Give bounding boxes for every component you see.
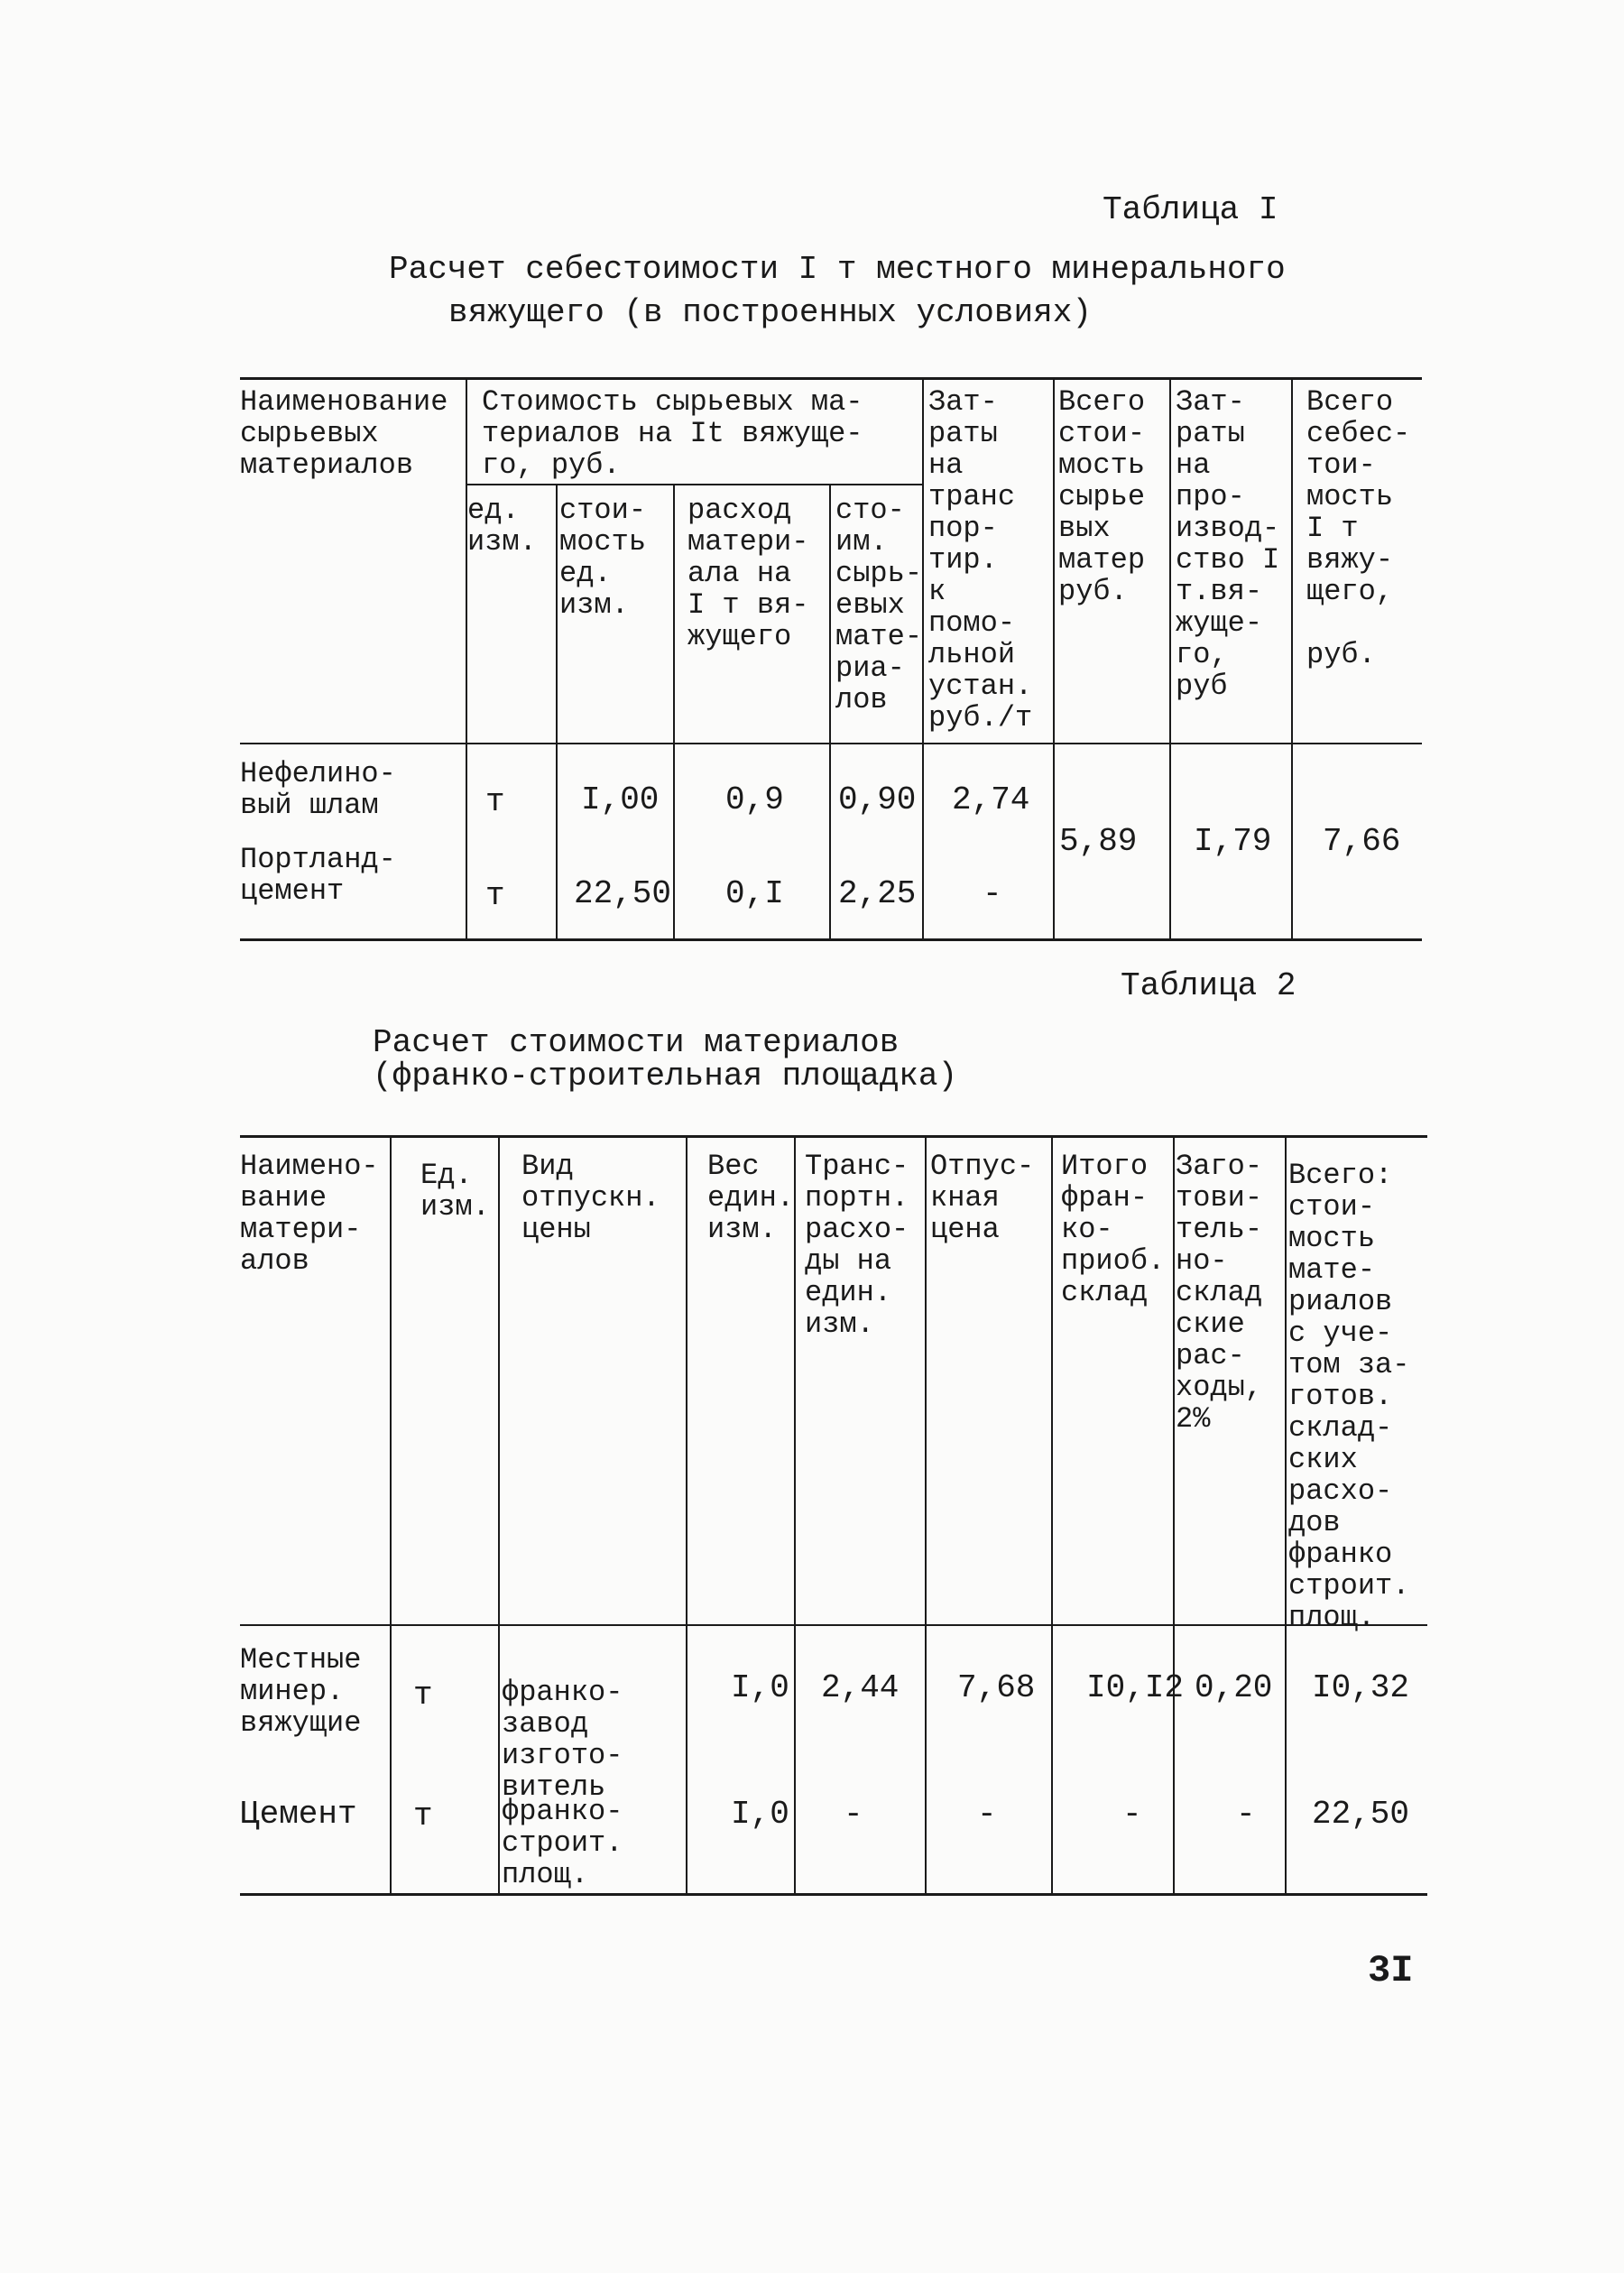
- t1-row1-transport: 2,74: [952, 781, 1030, 818]
- t2-header-transport: Транс- портн. расхо- ды на един. изм.: [805, 1150, 909, 1341]
- t2-row2-release-price: -: [977, 1796, 997, 1833]
- t1-row2-cost: 2,25: [838, 875, 917, 912]
- t2-row1-grand-total: I0,32: [1312, 1669, 1410, 1706]
- t2-header-procurement: Заго- тови- тель- но- склад ские рас- ходы, 2%: [1176, 1150, 1263, 1436]
- t2-row2-unit: т: [413, 1797, 433, 1834]
- t2-header-weight: Вес един. изм.: [707, 1150, 795, 1246]
- t1-row1-name: Нефелино- вый шлам: [240, 757, 396, 822]
- t1-row2-unit-cost: 22,50: [574, 875, 672, 912]
- t2-row2-franco-total: -: [1122, 1796, 1142, 1833]
- t2-header-unit: Ед. изм.: [420, 1159, 490, 1224]
- t1-row2-consumption: 0,I: [725, 875, 784, 912]
- t2-row1-procurement: 0,20: [1195, 1669, 1273, 1706]
- t1-header-total-raw: Всего стои- мость сырье вых матер руб.: [1058, 385, 1146, 608]
- t1-header-consumption: расход матери- ала на I т вя- жущего: [687, 494, 809, 653]
- t2-row1-franco-total: I0,I2: [1086, 1669, 1185, 1706]
- t2-header-price-type: Вид отпускн. цены: [521, 1150, 660, 1246]
- table2-title-line1: Расчет стоимости материалов: [373, 1024, 900, 1061]
- t2-row2-name: Цемент: [240, 1796, 357, 1833]
- table1-label: Таблица I: [1103, 191, 1278, 228]
- t1-production-value: I,79: [1194, 823, 1272, 860]
- t1-header-cost: сто- им. сырь- евых мате- риа- лов: [835, 494, 923, 716]
- t2-row1-transport: 2,44: [821, 1669, 900, 1706]
- t1-row2-name: Портланд- цемент: [240, 843, 396, 908]
- t1-row2-transport: -: [983, 875, 1002, 912]
- t1-row1-consumption: 0,9: [725, 781, 784, 818]
- t1-header-unit-cost: стои- мость ед. изм.: [559, 494, 647, 622]
- t2-header-grand-total: Всего: стои- мость мате- риалов с уче- том за- готов. склад- ских расхо- дов франко строит. площ.: [1288, 1159, 1410, 1634]
- t2-header-name: Наимено- вание матери- алов: [240, 1150, 379, 1278]
- t1-row1-unit: т: [485, 783, 505, 820]
- t2-header-release-price: Отпус- кная цена: [930, 1150, 1035, 1246]
- t1-row2-unit: т: [485, 877, 505, 914]
- t1-header-unit: ед. изм.: [467, 494, 537, 559]
- t2-row1-weight: I,0: [731, 1669, 789, 1706]
- t1-header-name: Наименование сырьевых материалов: [240, 385, 448, 482]
- t2-row1-price-type: франко- завод изгото- витель: [502, 1676, 623, 1804]
- page-number: 3I: [1368, 1949, 1414, 1992]
- t1-row1-cost: 0,90: [838, 781, 917, 818]
- table2-title-line2: (франко-строительная площадка): [373, 1058, 958, 1095]
- table1-title-line1: Расчет себестоимости I т местного минерального: [389, 251, 1286, 288]
- t2-row2-price-type: франко- строит. площ.: [502, 1795, 623, 1891]
- table1-title-line2: вяжущего (в построенных условиях): [448, 294, 1092, 331]
- t2-row2-grand-total: 22,50: [1312, 1796, 1410, 1833]
- t1-total-raw-value: 5,89: [1059, 823, 1138, 860]
- t2-row1-unit: т: [413, 1677, 433, 1714]
- t2-row2-transport: -: [844, 1796, 863, 1833]
- t2-row2-procurement: -: [1236, 1796, 1256, 1833]
- t1-header-transport: Зат- раты на транс пор- тир. к помо- льной устан. руб./т: [928, 385, 1033, 735]
- t2-row1-name: Местные минер. вяжущие: [240, 1643, 362, 1740]
- t2-row1-release-price: 7,68: [957, 1669, 1036, 1706]
- t1-total-cost-value: 7,66: [1323, 823, 1401, 860]
- t1-header-production: Зат- раты на про- извод- ство I т.вя- жуще- го, руб: [1176, 385, 1280, 703]
- t2-header-franco-total: Итого фран- ко- приоб. склад: [1061, 1150, 1166, 1309]
- t1-header-total-cost: Всего себес- тои- мость I т вяжу- щего, руб.: [1306, 385, 1411, 671]
- table2-label: Таблица 2: [1121, 967, 1296, 1004]
- t1-header-group: Стоимость сырьевых ма- териалов на It вяжуще- го, руб.: [482, 385, 863, 482]
- t2-row2-weight: I,0: [731, 1796, 789, 1833]
- t1-row1-unit-cost: I,00: [581, 781, 660, 818]
